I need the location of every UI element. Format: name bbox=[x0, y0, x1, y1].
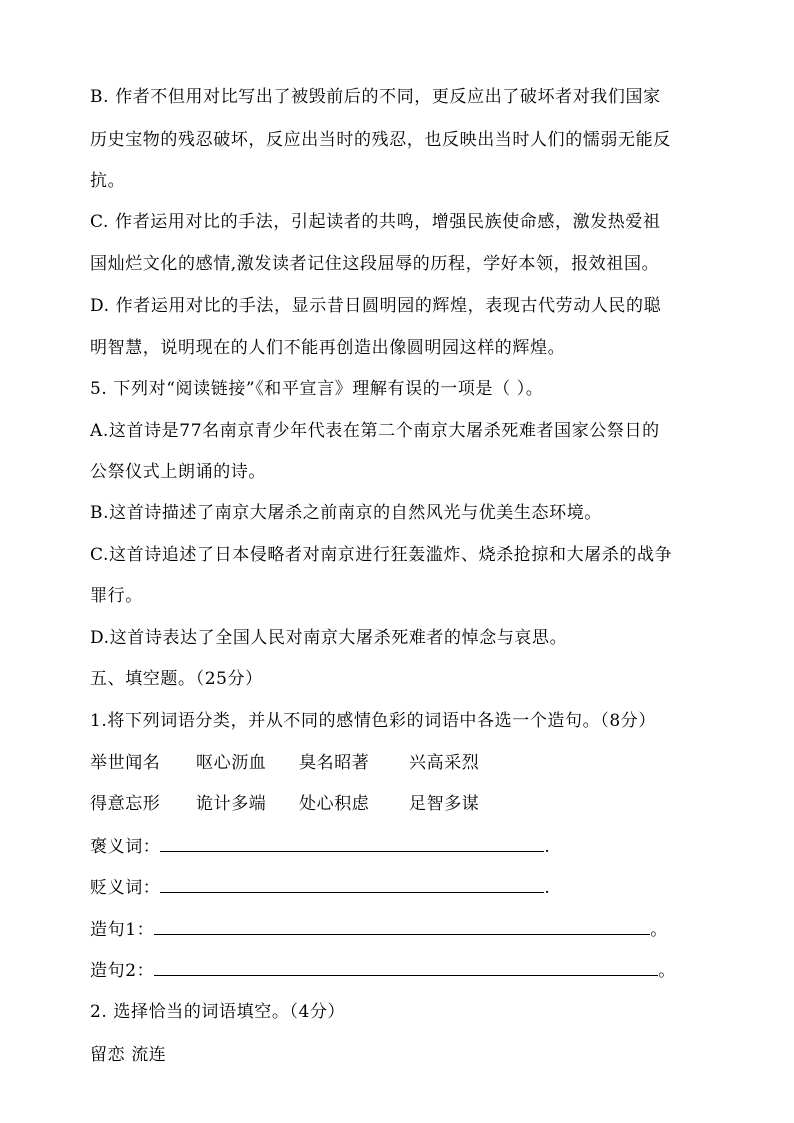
question5-option-a-line1: A.这首诗是77名南京青少年代表在第二个南京大屠杀死难者国家公祭日的 bbox=[90, 421, 660, 441]
question4-option-d-line2: 明智慧，说明现在的人们不能再创造出像圆明园这样的辉煌。 bbox=[90, 338, 566, 358]
section-five-heading: 五、填空题。（25分） bbox=[90, 669, 263, 689]
sentence1-row bbox=[90, 919, 668, 941]
question5-option-d: D.这首诗表达了全国人民对南京大屠杀死难者的悼念与哀思。 bbox=[90, 628, 568, 648]
derogatory-answer-blank[interactable] bbox=[160, 878, 544, 893]
commendatory-label: 褒义词： bbox=[90, 837, 161, 857]
commendatory-end-mark: . bbox=[544, 837, 551, 857]
question5-option-c-line2: 罪行。 bbox=[90, 586, 143, 606]
derogatory-label: 贬义词： bbox=[90, 878, 161, 898]
word-item: 处心积虑 bbox=[299, 794, 370, 814]
sentence1-label: 造句1： bbox=[90, 920, 155, 940]
question4-option-b-line3: 抗。 bbox=[90, 171, 126, 191]
sentence2-answer-blank[interactable] bbox=[154, 961, 658, 976]
commendatory-words-row bbox=[90, 836, 550, 858]
word-item: 得意忘形 bbox=[90, 794, 161, 814]
question4-option-d-line1: D. 作者运用对比的手法，显示昔日圆明园的辉煌，表现古代劳动人民的聪 bbox=[90, 296, 662, 316]
word-item: 诡计多端 bbox=[196, 794, 267, 814]
word-item: 臭名昭著 bbox=[299, 753, 370, 773]
question5-option-b: B.这首诗描述了南京大屠杀之前南京的自然风光与优美生态环境。 bbox=[90, 503, 602, 523]
derogatory-end-mark: . bbox=[544, 878, 551, 898]
derogatory-words-row bbox=[90, 877, 550, 899]
word-row-1 bbox=[90, 752, 479, 774]
sentence2-end-mark: 。 bbox=[658, 961, 676, 981]
word-row-2 bbox=[90, 793, 479, 815]
section5-question1-prompt: 1.将下列词语分类，并从不同的感情色彩的词语中各选一个造句。（8分） bbox=[90, 711, 656, 731]
question4-option-c-line1: C. 作者运用对比的手法，引起读者的共鸣，增强民族使命感，激发热爱祖 bbox=[90, 212, 661, 232]
question4-option-b-line1: B. 作者不但用对比写出了被毁前后的不同，更反应出了破坏者对我们国家 bbox=[90, 87, 661, 107]
section5-question2-prompt: 2. 选择恰当的词语填空。（4分） bbox=[90, 1002, 346, 1022]
sentence1-end-mark: 。 bbox=[650, 920, 668, 940]
word-item: 兴高采烈 bbox=[409, 753, 480, 773]
word-item: 足智多谋 bbox=[409, 794, 480, 814]
word-choices: 留恋 流连 bbox=[90, 1045, 167, 1065]
sentence1-answer-blank[interactable] bbox=[154, 920, 650, 935]
commendatory-answer-blank[interactable] bbox=[160, 837, 544, 852]
sentence2-label: 造句2： bbox=[90, 961, 155, 981]
sentence2-row bbox=[90, 960, 676, 982]
word-item: 举世闻名 bbox=[90, 753, 161, 773]
question5-option-a-line2: 公祭仪式上朗诵的诗。 bbox=[90, 462, 266, 482]
question4-option-b-line2: 历史宝物的残忍破坏，反应出当时的残忍，也反映出当时人们的懦弱无能反 bbox=[90, 130, 671, 150]
question4-option-c-line2: 国灿烂文化的感情,激发读者记住这段屈辱的历程，学好本领，报效祖国。 bbox=[90, 254, 660, 274]
question5-prompt: 5. 下列对“阅读链接”《和平宣言》理解有误的一项是（ ）。 bbox=[90, 379, 544, 399]
word-item: 呕心沥血 bbox=[196, 753, 267, 773]
question5-option-c-line1: C.这首诗追述了日本侵略者对南京进行狂轰滥炸、烧杀抢掠和大屠杀的战争 bbox=[90, 545, 673, 565]
